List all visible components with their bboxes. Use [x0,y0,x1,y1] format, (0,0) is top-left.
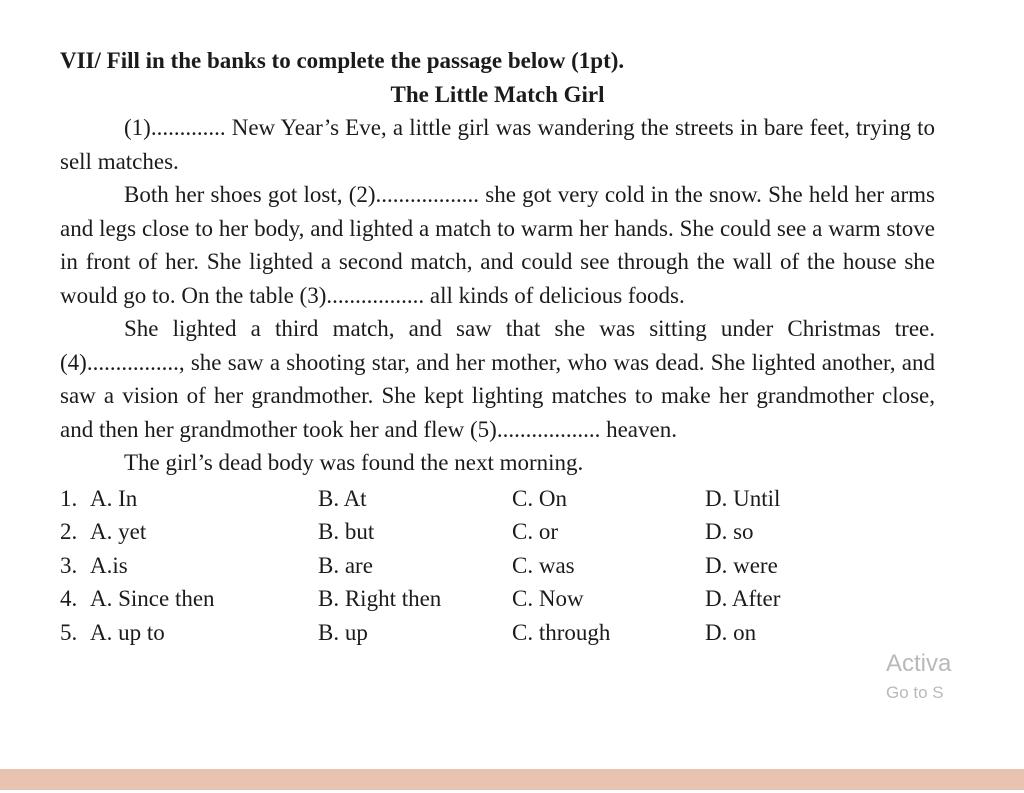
passage-paragraph [60,312,935,446]
passage-text: she got very cold in the snow. She held her arms and legs close to her body, and lighted a match to warm her hands. She could see a warm stove in front of her. She lighted a second match, and could see through the wall of the house she would go to. On the table (3) [60,182,935,308]
option-d: D. After [705,586,781,611]
answer-blank: .................. [375,182,480,207]
passage-paragraph [60,111,935,178]
option-b: B. Right then [318,586,442,611]
option-row [60,482,935,516]
option-b: B. At [318,485,367,511]
option-row [60,515,935,549]
exercise-heading: VII/ Fill in the banks to complete the passage below (1pt). [60,48,625,73]
question-number: 4. [60,586,78,611]
answer-blank: ............. [150,115,226,140]
passage-text: all kinds of delicious foods. [424,282,685,308]
option-a: A. yet [90,519,147,544]
option-c: C. through [512,619,611,645]
passage-paragraph [60,446,935,480]
option-b: B. are [318,552,373,578]
option-row [60,549,935,583]
passage-text: The girl’s dead body was found the next morning. [124,450,584,475]
passage-text: (1) [124,115,151,140]
option-b: B. but [318,519,375,544]
answer-blank: ................. [326,282,425,308]
question-number: 1. [60,485,78,511]
question-number: 3. [60,552,78,578]
bottom-bar [0,769,1024,790]
option-a: A. Since then [90,586,215,611]
question-number: 2. [60,519,78,544]
option-d: D. Until [705,485,781,511]
passage-text: New Year’s Eve, a little girl was wandering the streets in bare feet, trying to sell matches. [60,115,935,174]
option-d: D. so [705,519,754,544]
option-c: C. or [512,519,558,544]
option-row [60,582,935,616]
option-a: A. up to [90,619,165,645]
passage-text: , she saw a shooting star, and her mother, who was dead. She lighted another, and saw a vision of her grandmother. She kept lighting matches to make her grandmother close, and then her grandmother took her and flew (5) [60,349,935,442]
passage-paragraph [60,178,935,312]
passage [60,111,935,480]
question-number: 5. [60,619,78,645]
option-b: B. up [318,619,368,645]
answer-blank: ................ [86,349,179,375]
answer-options [60,482,935,650]
activate-windows-watermark [886,648,951,706]
option-c: C. was [512,552,575,578]
passage-text: Both her shoes got lost, (2) [124,182,376,207]
passage-text: She lighted a third match, and saw that she was sitting under Christmas tree. (4) [60,316,935,375]
option-row [60,616,935,650]
watermark-line-1: Activa [886,650,952,677]
option-d: D. were [705,552,778,578]
option-a: A.is [90,552,128,578]
watermark-line-2: Go to S [886,683,944,702]
document-page [60,44,935,649]
option-c: C. Now [512,586,584,611]
option-c: C. On [512,485,567,511]
option-a: A. In [90,485,138,511]
passage-title: The Little Match Girl [390,81,605,107]
option-d: D. on [705,619,757,645]
passage-text: heaven. [600,416,677,442]
answer-blank: .................. [496,416,601,442]
